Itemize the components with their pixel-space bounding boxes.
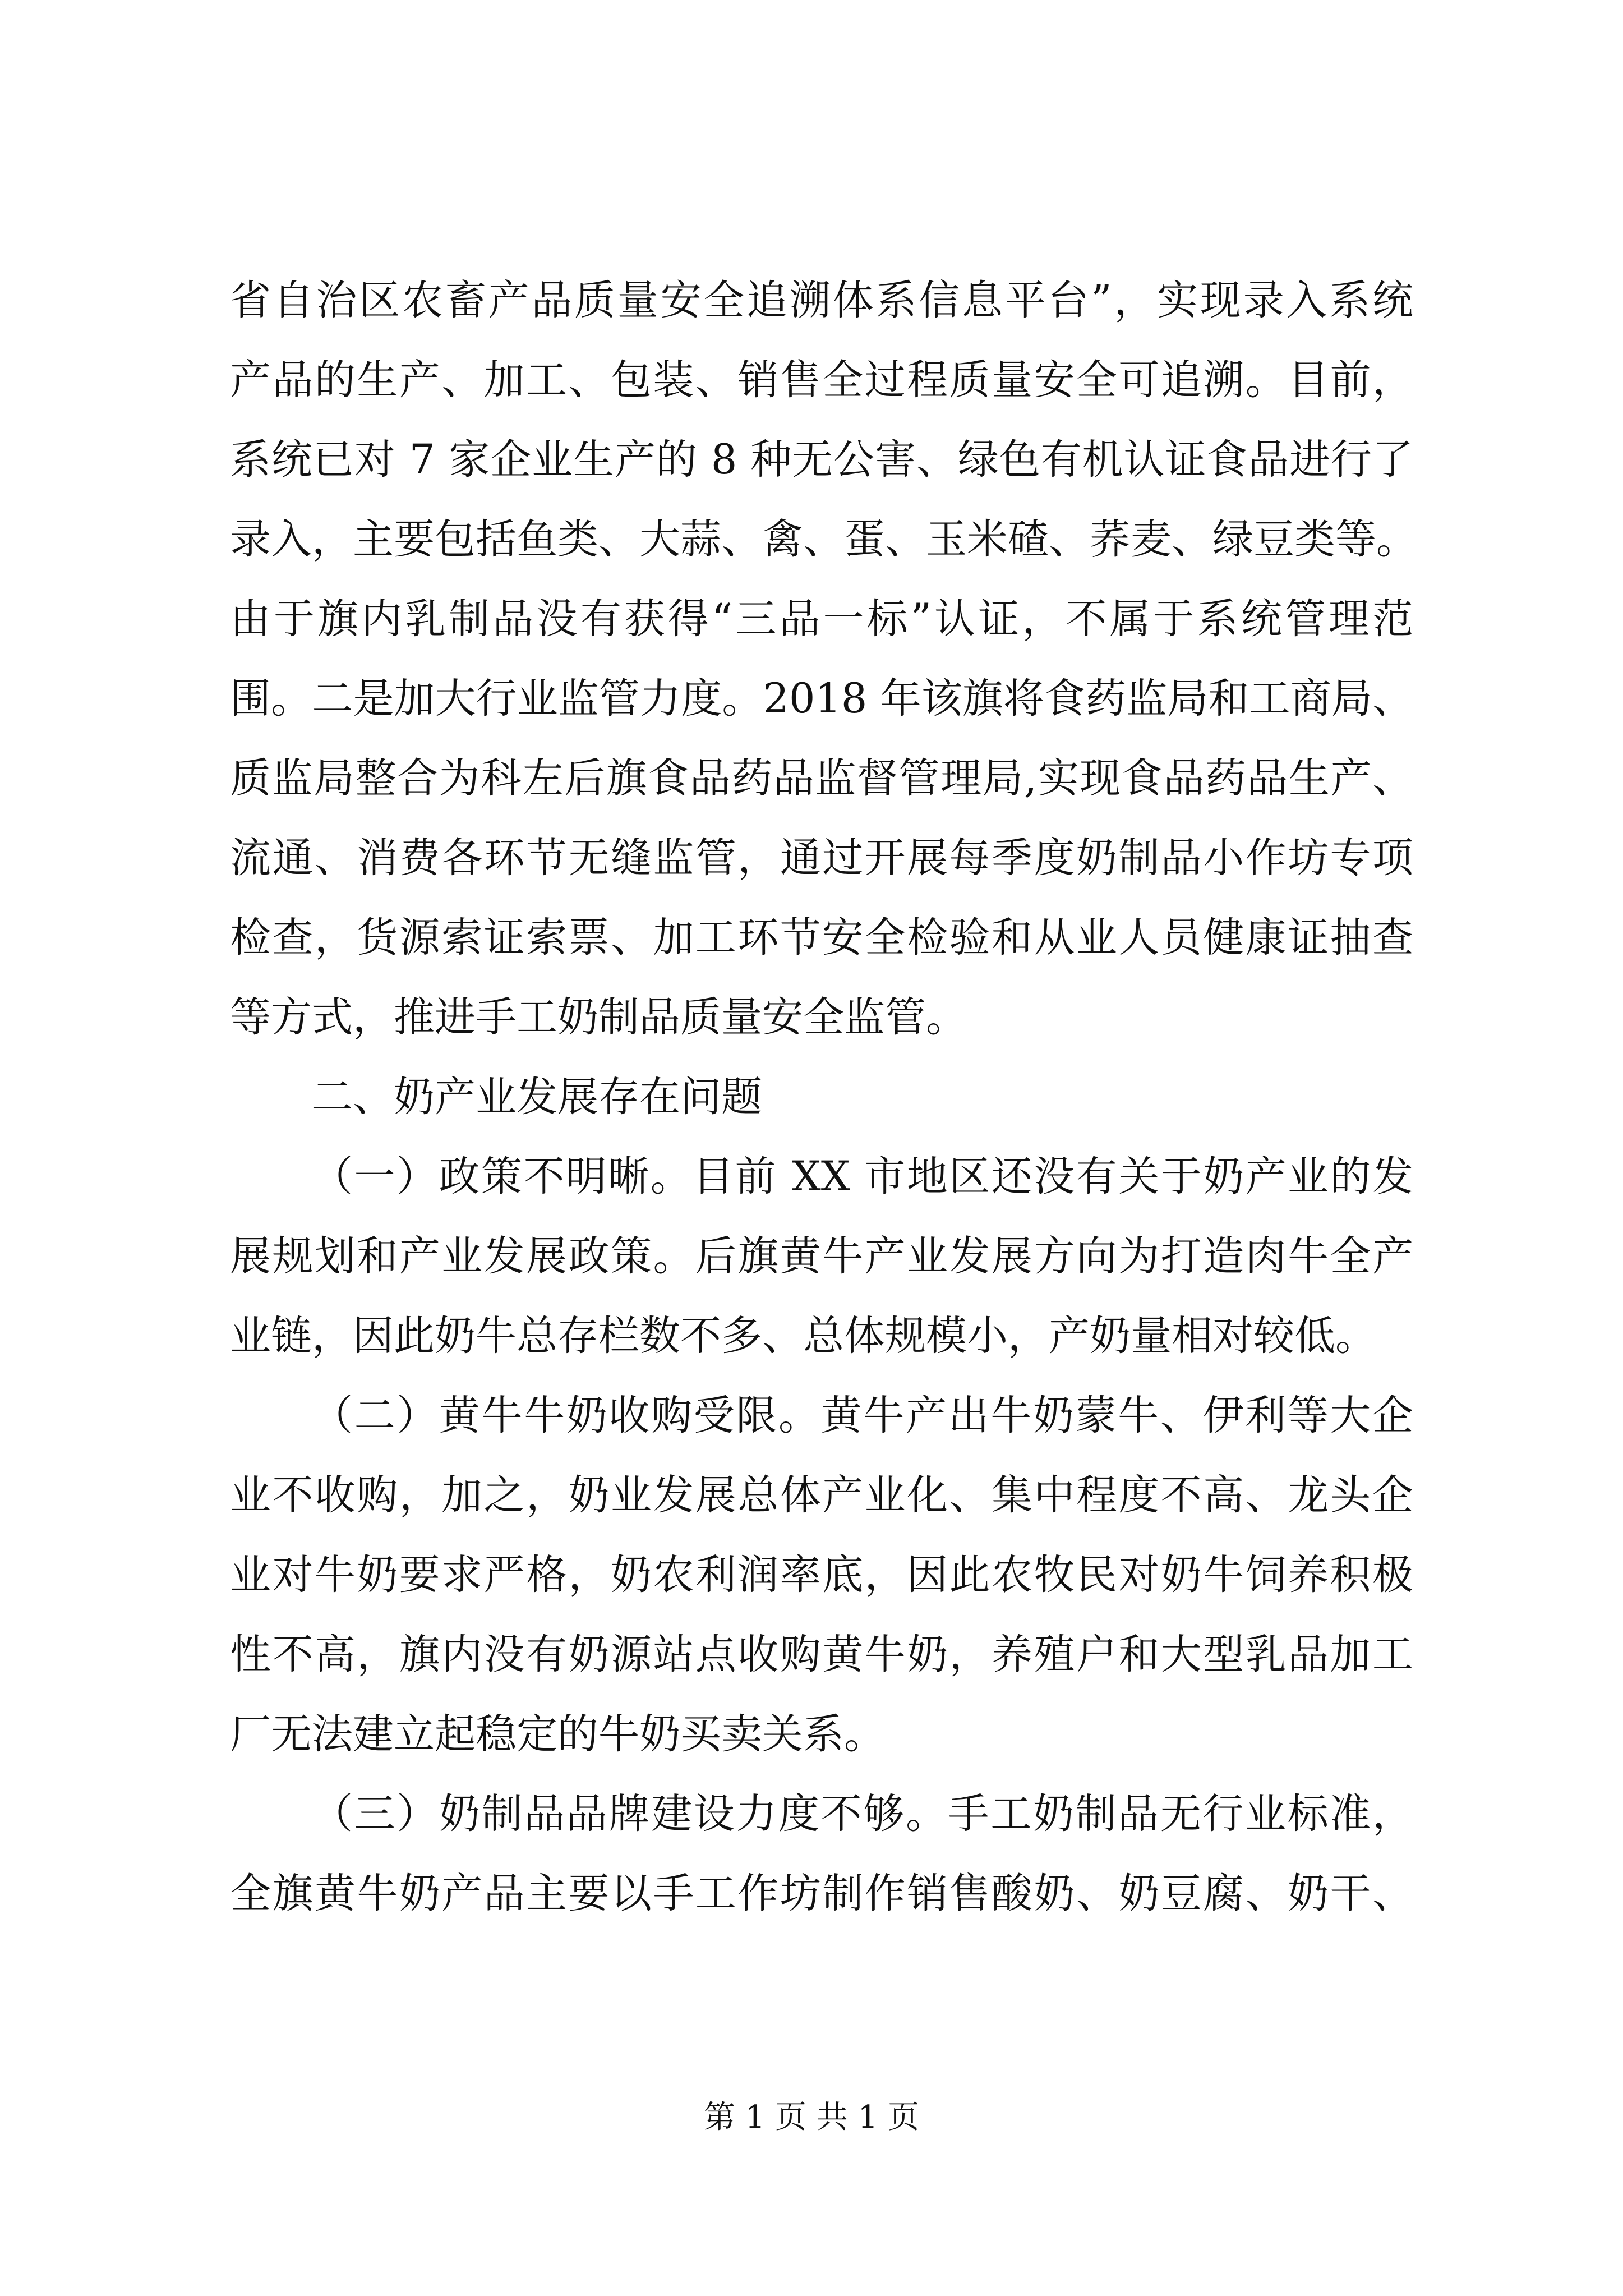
page-number: 第 1 页 共 1 页 — [703, 2099, 920, 2136]
text-line: 厂无法建立起稳定的牛奶买卖关系。 — [230, 1710, 885, 1758]
page-footer — [0, 2098, 1623, 2137]
text-line: 检查，货源索证索票、加工环节安全检验和从业人员健康证抽查 — [230, 914, 1413, 961]
text-line: 录入，主要包括鱼类、大蒜、禽、蛋、玉米碴、荞麦、绿豆类等。 — [230, 516, 1417, 563]
text-line: 业对牛奶要求严格，奶农利润率底，因此农牧民对奶牛饲养积极 — [230, 1551, 1413, 1599]
text-line: （二）黄牛牛奶收购受限。黄牛产出牛奶蒙牛、伊利等大企 — [312, 1392, 1413, 1439]
text-line: （一）政策不明晰。目前 XX 市地区还没有关于奶产业的发 — [312, 1153, 1413, 1200]
text-line: 系统已对 7 家企业生产的 8 种无公害、绿色有机认证食品进行了 — [230, 436, 1413, 484]
text-line: 由于旗内乳制品没有获得“三品一标”认证，不属于系统管理范 — [230, 595, 1413, 643]
text-line: 性不高，旗内没有奶源站点收购黄牛奶，养殖户和大型乳品加工 — [230, 1631, 1413, 1678]
text-line: 围。二是加大行业监管力度。2018 年该旗将食药监局和工商局、 — [230, 675, 1413, 723]
section-heading: 二、奶产业发展存在问题 — [312, 1073, 762, 1121]
text-line: 省自治区农畜产品质量安全追溯体系信息平台”，实现录入系统 — [230, 277, 1413, 324]
text-line: 全旗黄牛奶产品主要以手工作坊制作销售酸奶、奶豆腐、奶干、 — [230, 1870, 1413, 1917]
document-body — [230, 261, 1417, 1934]
text-line: 产品的生产、加工、包装、销售全过程质量安全可追溯。目前， — [230, 356, 1413, 404]
text-line: 展规划和产业发展政策。后旗黄牛产业发展方向为打造肉牛全产 — [230, 1232, 1413, 1280]
text-line: （三）奶制品品牌建设力度不够。手工奶制品无行业标准， — [312, 1790, 1413, 1838]
text-line: 等方式，推进手工奶制品质量安全监管。 — [230, 993, 967, 1041]
text-line: 流通、消费各环节无缝监管，通过开展每季度奶制品小作坊专项 — [230, 834, 1413, 882]
text-line: 业不收购，加之，奶业发展总体产业化、集中程度不高、龙头企 — [230, 1471, 1413, 1519]
text-line: 质监局整合为科左后旗食品药品监督管理局,实现食品药品生产、 — [230, 754, 1413, 802]
text-line: 业链，因此奶牛总存栏数不多、总体规模小，产奶量相对较低。 — [230, 1312, 1376, 1360]
